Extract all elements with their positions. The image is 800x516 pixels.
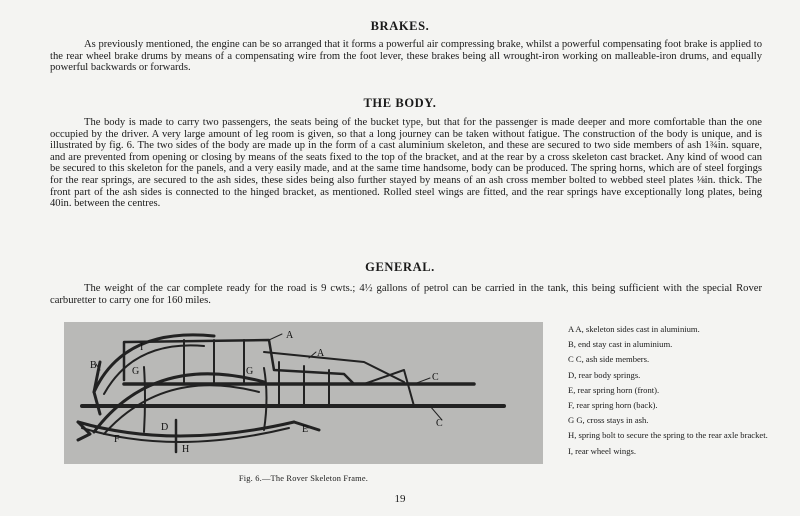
legend-item: H, spring bolt to secure the spring to the rear axle bracket. [568, 430, 768, 441]
label-a-1: A [286, 330, 294, 341]
general-heading: GENERAL. [365, 260, 435, 274]
legend-item: D, rear body springs. [568, 369, 641, 380]
legend-item: I, rear wheel wings. [568, 445, 637, 456]
label-f: F [114, 434, 120, 445]
brakes-heading: BRAKES. [370, 19, 430, 33]
label-d: D [161, 422, 169, 433]
label-g-2: G [246, 366, 254, 377]
legend-item: G G, cross stays in ash. [568, 415, 649, 426]
legend-item: B, end stay cast in aluminium. [568, 339, 673, 350]
body-paragraph: The body is made to carry two passengers, the seats being of the bucket type, but that for the passenger is made deeper and more comfortable than the one occupied by the driver. A very large amount of leg room is given, so that a long journey can be taken without fatigue. The construction of the body is unique, and is illustrated by fig. 6. The two sides of the body are made up in the form of a cast aluminium skeleton, and these are secured to two side members of ash 1¾in. square, and are prevented from opening or closing by means of the seats fixed to the top of the bracket, and at the rear by a cross skeleton cast bracket. Any kind of wood can be secured to this skeleton for the panels, and a very easily made, and at the same time handsome, body can be produced. The spring horns, which are of steel forgings for the rear springs, are secured to the ash sides, these sides being also further stayed by means of an ash cross member bolted to webbed steel plates ⅛in. thick. The front part of the ash sides is connected to the hinged bracket, as mentioned. Rolled steel wings are fitted, and the rear springs have exceptionally long plates, being 40in. between the centres. [50, 117, 762, 210]
label-b: B [90, 360, 97, 371]
legend-item: F, rear spring horn (back). [568, 399, 658, 410]
label-e: E [302, 424, 309, 435]
label-i: I [140, 342, 144, 353]
skeleton-frame-drawing [64, 322, 543, 464]
label-a-2: A [317, 348, 325, 359]
general-paragraph: The weight of the car complete ready for the road is 9 cwts.; 4½ gallons of petrol can be carried in the tank, this being sufficient with the special Rover carburetter to carry one for 160 miles. [50, 283, 762, 306]
figure-caption: Fig. 6.—The Rover Skeleton Frame. [238, 474, 369, 483]
skeleton-frame-figure [64, 322, 543, 464]
label-g-1: G [132, 366, 140, 377]
legend-item: E, rear spring horn (front). [568, 384, 660, 395]
label-h: H [182, 444, 190, 455]
label-c-1: C [432, 372, 439, 383]
figure-legend [568, 324, 768, 461]
page-number: 19 [394, 493, 406, 505]
legend-item: C C, ash side members. [568, 354, 650, 365]
body-heading: THE BODY. [363, 96, 437, 110]
brakes-paragraph: As previously mentioned, the engine can be so arranged that it forms a powerful air compressing brake, whilst a powerful compensating foot brake is applied to the rear wheel brake drums by means of a compensating wire from the foot lever, these brakes being all wrought-iron working on malleable-iron drums, and equally powerful backwards or forwards. [50, 39, 762, 74]
legend-item: A A, skeleton sides cast in aluminium. [568, 324, 700, 334]
label-c-2: C [436, 418, 443, 429]
